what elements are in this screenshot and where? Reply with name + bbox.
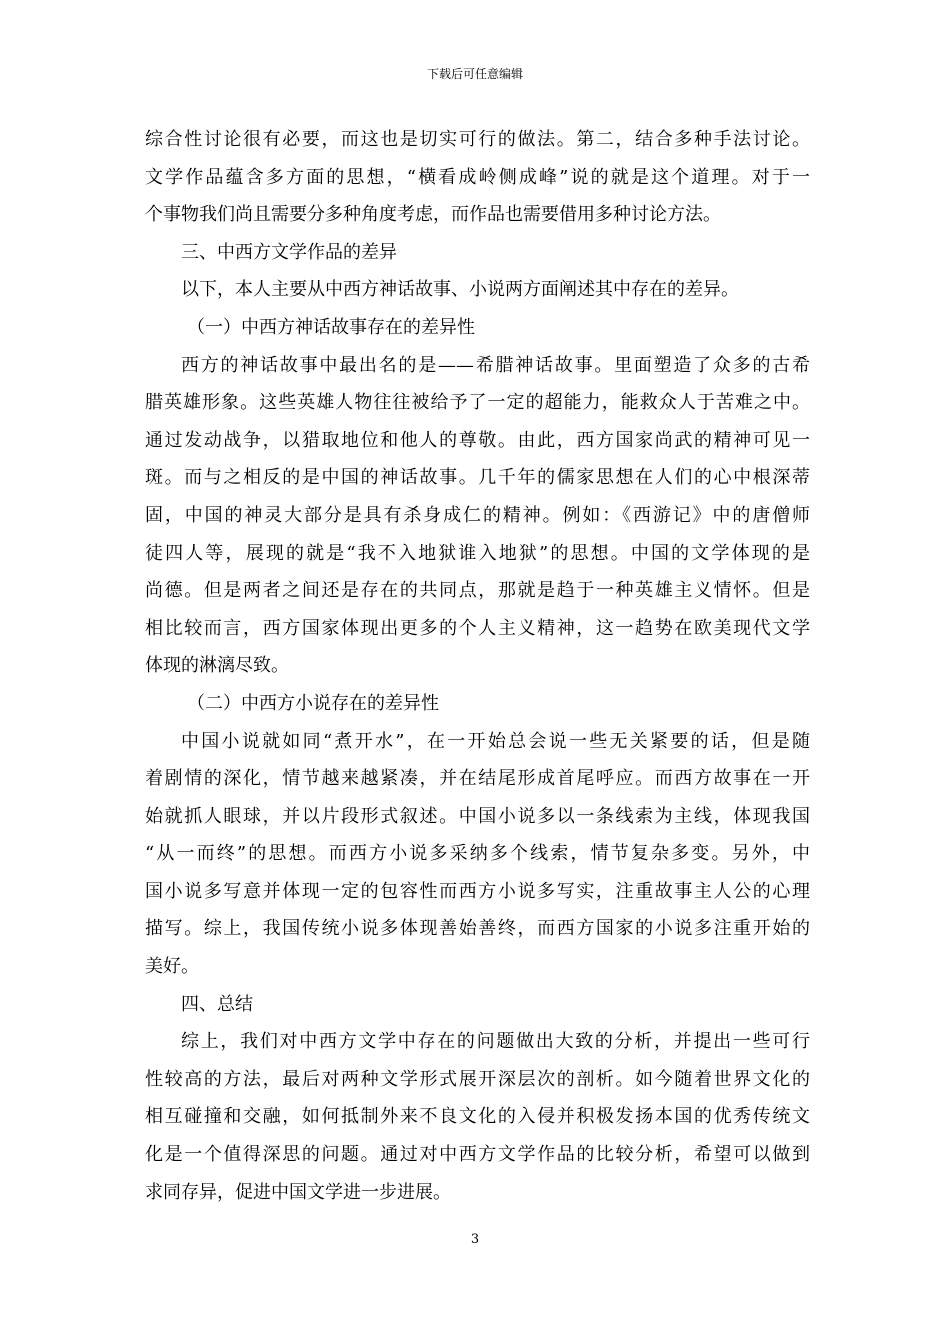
text-line: 相比较而言，西方国家体现出更多的个人主义精神，这一趋势在欧美现代文学 — [145, 617, 810, 639]
text-line: 着剧情的深化，情节越来越紧凑，并在结尾形成首尾呼应。而西方故事在一开 — [145, 768, 810, 790]
text-line: 徒四人等，展现的就是“我不入地狱谁入地狱”的思想。中国的文学体现的是 — [145, 542, 810, 564]
text-line: 综上，我们对中西方文学中存在的问题做出大致的分析，并提出一些可行 — [181, 1031, 810, 1053]
text-line: 化是一个值得深思的问题。通过对中西方文学作品的比较分析，希望可以做到 — [145, 1144, 810, 1166]
section-heading: 三、中西方文学作品的差异 — [181, 241, 397, 263]
section-heading: 四、总结 — [181, 993, 253, 1015]
text-line: 个事物我们尚且需要分多种角度考虑，而作品也需要借用多种讨论方法。 — [145, 204, 721, 226]
text-line: 国小说多写意并体现一定的包容性而西方小说多写实，注重故事主人公的心理 — [145, 880, 810, 902]
text-line: 体现的淋漓尽致。 — [145, 655, 289, 677]
text-line: 描写。综上，我国传统小说多体现善始善终，而西方国家的小说多注重开始的 — [145, 918, 810, 940]
text-line: 通过发动战争，以猎取地位和他人的尊敬。由此，西方国家尚武的精神可见一 — [145, 429, 810, 451]
text-line: 文学作品蕴含多方面的思想，“横看成岭侧成峰”说的就是这个道理。对于一 — [145, 166, 810, 188]
page-header: 下载后可任意编辑 — [426, 67, 523, 81]
text-line: 美好。 — [145, 956, 199, 978]
subsection-heading: （二）中西方小说存在的差异性 — [187, 692, 439, 714]
text-line: 西方的神话故事中最出名的是——希腊神话故事。里面塑造了众多的古希 — [181, 354, 810, 376]
text-line: 综合性讨论很有必要，而这也是切实可行的做法。第二，结合多种手法讨论。 — [145, 129, 810, 150]
text-line: 始就抓人眼球，并以片段形式叙述。中国小说多以一条线索为主线，体现我国 — [145, 805, 810, 827]
text-line: “从一而终”的思想。而西方小说多采纳多个线索，情节复杂多变。另外，中 — [145, 843, 810, 865]
text-line: 性较高的方法，最后对两种文学形式展开深层次的剖析。如今随着世界文化的 — [145, 1068, 810, 1090]
text-line: 腊英雄形象。这些英雄人物往往被给予了一定的超能力，能救众人于苦难之中。 — [145, 392, 810, 414]
subsection-heading: （一）中西方神话故事存在的差异性 — [187, 316, 475, 338]
text-line: 相互碰撞和交融，如何抵制外来不良文化的入侵并积极发扬本国的优秀传统文 — [145, 1106, 810, 1128]
text-line: 求同存异，促进中国文学进一步进展。 — [145, 1181, 451, 1203]
text-line: 固，中国的神灵大部分是具有杀身成仁的精神。例如：《西游记》中的唐僧师 — [145, 504, 810, 526]
page-number: 3 — [470, 1232, 480, 1247]
document-body — [145, 121, 810, 1211]
text-line: 尚德。但是两者之间还是存在的共同点，那就是趋于一种英雄主义情怀。但是 — [145, 580, 810, 602]
text-line: 中国小说就如同“煮开水”，在一开始总会说一些无关紧要的话，但是随 — [181, 730, 810, 752]
text-line: 斑。而与之相反的是中国的神话故事。几千年的儒家思想在人们的心中根深蒂 — [145, 467, 810, 489]
text-line: 以下，本人主要从中西方神话故事、小说两方面阐述其中存在的差异。 — [181, 279, 739, 301]
